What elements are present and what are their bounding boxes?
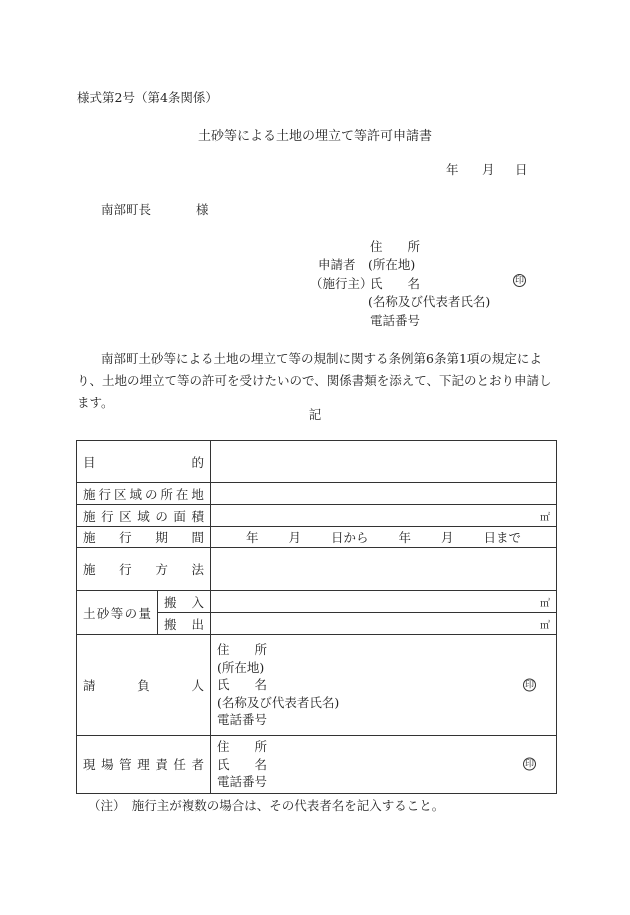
area-unit: ㎡ xyxy=(540,512,550,523)
purpose-label: 目 的 xyxy=(77,441,211,483)
contractor-row xyxy=(77,635,557,736)
applicant-name-label: 氏 名 xyxy=(370,276,421,291)
contractor-field[interactable] xyxy=(211,635,557,736)
area-field[interactable] xyxy=(211,505,557,527)
soil-out-label: 搬 出 xyxy=(158,613,211,635)
date-year: 年 xyxy=(446,162,459,177)
recipient-name: 南部町長 xyxy=(101,202,152,217)
soil-in-row xyxy=(77,591,557,613)
soil-amount-label: 土 砂 等 の 量 xyxy=(77,591,158,635)
applicant-address-label: 住 所 xyxy=(370,239,421,254)
manager-field[interactable] xyxy=(211,736,557,794)
recipient-suffix: 様 xyxy=(196,202,209,217)
applicant-label: 申請者 xyxy=(318,257,356,272)
period-row xyxy=(77,527,557,548)
soil-out-field[interactable] xyxy=(211,613,557,635)
contractor-address-note: (所在地) xyxy=(217,659,265,675)
contractor-phone-label: 電話番号 xyxy=(217,712,268,728)
method-label: 施 行 方 法 xyxy=(77,548,211,591)
contractor-seal-icon: 印 xyxy=(524,680,534,691)
manager-name-label: 氏 名 xyxy=(217,756,268,772)
period-end-year: 年 xyxy=(398,530,411,545)
location-row xyxy=(77,483,557,505)
contractor-name-label: 氏 名 xyxy=(217,677,268,693)
body-text: 南部町土砂等による土地の埋立て等の規制に関する条例第6条第1項の規定により、土地の埋立て等の許可を受けたいので、関係書類を添えて、下記のとおり申請します。 xyxy=(77,351,552,410)
purpose-row xyxy=(77,441,557,483)
date-day: 日 xyxy=(515,162,528,177)
period-end-month: 月 xyxy=(440,530,454,545)
date-month: 月 xyxy=(482,162,495,177)
application-table xyxy=(76,440,557,794)
soil-out-unit: ㎥ xyxy=(540,620,550,631)
purpose-field[interactable] xyxy=(211,441,557,483)
manager-phone-label: 電話番号 xyxy=(217,774,268,789)
area-row xyxy=(77,505,557,527)
document-title: 土砂等による土地の埋立て等許可申請書 xyxy=(197,129,432,144)
applicant-address-note: (所在地) xyxy=(368,257,416,272)
area-label: 施 行 区 域 の 面 積 xyxy=(77,505,211,527)
period-end-day: 日まで xyxy=(483,530,521,545)
ki-heading: 記 xyxy=(308,407,322,422)
contractor-address-label: 住 所 xyxy=(217,642,268,658)
soil-in-unit: ㎥ xyxy=(540,598,550,609)
contractor-name-note: (名称及び代表者氏名) xyxy=(217,694,340,710)
operator-label: （施行主） xyxy=(310,276,373,291)
form-number: 様式第2号（第4条関係） xyxy=(77,90,218,105)
footnote: （注） 施行主が複数の場合は、その代表者名を記入すること。 xyxy=(88,798,445,813)
method-field[interactable] xyxy=(211,548,557,591)
manager-address-label: 住 所 xyxy=(217,739,268,754)
period-label: 施 行 期 間 xyxy=(77,527,211,548)
period-field[interactable] xyxy=(211,527,557,548)
manager-seal-icon: 印 xyxy=(524,759,534,770)
location-label: 施 行 区 域 の 所 在 地 xyxy=(77,483,211,505)
applicant-seal-icon: 印 xyxy=(514,276,524,286)
soil-in-field[interactable] xyxy=(211,591,557,613)
period-start-day: 日から xyxy=(330,530,369,545)
period-start-month: 月 xyxy=(288,530,301,545)
contractor-label: 請 負 人 xyxy=(77,635,211,736)
manager-row xyxy=(77,736,557,794)
applicant-phone-label: 電話番号 xyxy=(370,313,421,328)
location-field[interactable] xyxy=(211,483,557,505)
soil-in-label: 搬 入 xyxy=(158,591,211,613)
method-row xyxy=(77,548,557,591)
applicant-name-note: (名称及び代表者氏名) xyxy=(368,294,491,309)
manager-label: 現 場 管 理 責 任 者 xyxy=(77,736,211,794)
period-start-year: 年 xyxy=(245,530,259,545)
